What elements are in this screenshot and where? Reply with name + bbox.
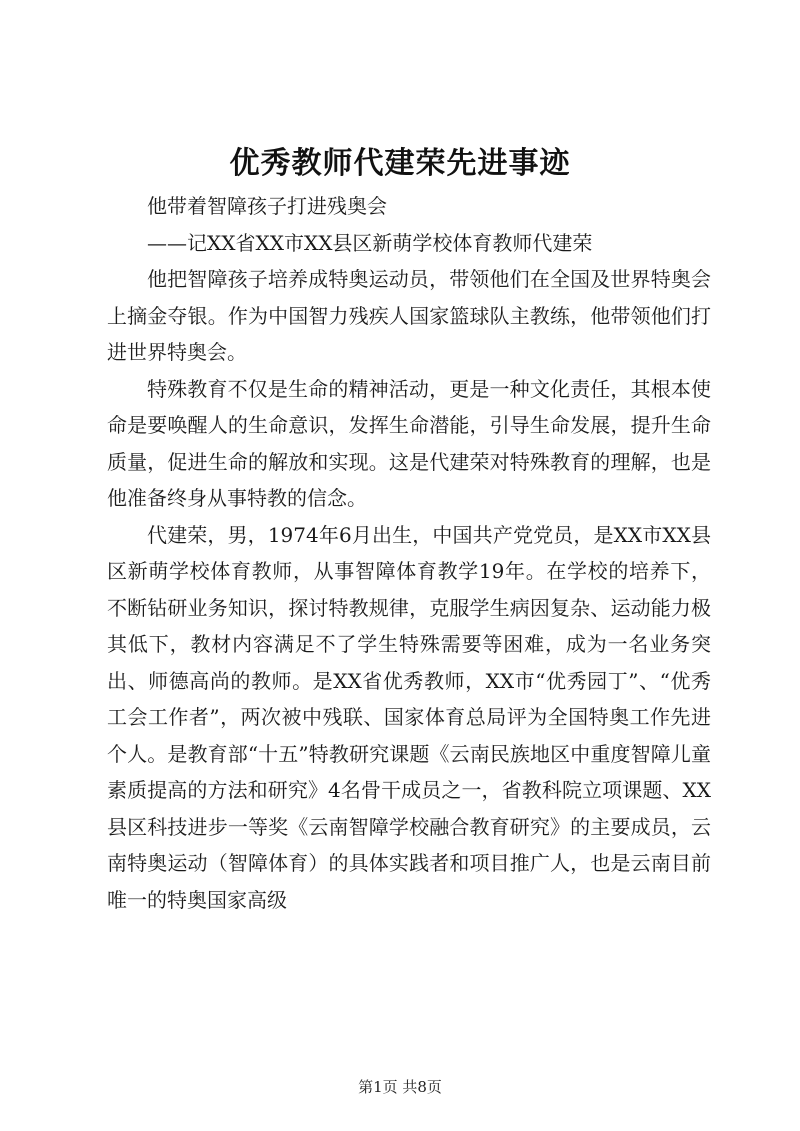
paragraph: 代建荣，男，1974年6月出生，中国共产党党员，是XX市XX县区新萌学校体育教师，从事智障体育教学19年。在学校的培养下，不断钻研业务知识，探讨特教规律，克服学生病因复杂、运动能力极其低下，教材内容满足不了学生特殊需要等困难，成为一名业务突出、师德高尚的教师。是XX省优秀教师，XX市“优秀园丁”、“优秀工会工作者”，两次被中残联、国家体育总局评为全国特奥工作先进个人。是教育部“十五”特教研究课题《云南民族地区中重度智障儿童素质提高的方法和研究》4名骨干成员之一，省教科院立项课题、XX县区科技进步一等奖《云南智障学校融合教育研究》的主要成员，云南特奥运动（智障体育）的具体实践者和项目推广人，也是云南目前唯一的特奥国家高级 — [107, 522, 711, 912]
page-title: 优秀教师代建荣先进事迹 — [229, 146, 571, 181]
article-body — [107, 188, 711, 918]
subtitle: 他带着智障孩子打进残奥会 — [147, 194, 387, 218]
byline: ——记XX省XX市XX县区新萌学校体育教师代建荣 — [147, 230, 593, 255]
page-number-footer: 第1页 共8页 — [358, 1078, 442, 1096]
paragraph: 他把智障孩子培养成特奥运动员，带领他们在全国及世界特奥会上摘金夺银。作为中国智力残疾人国家篮球队主教练，他带领他们打进世界特奥会。 — [107, 267, 711, 364]
paragraph: 特殊教育不仅是生命的精神活动，更是一种文化责任，其根本使命是要唤醒人的生命意识，发挥生命潜能，引导生命发展，提升生命质量，促进生命的解放和实现。这是代建荣对特殊教育的理解，也是他准备终身从事特教的信念。 — [107, 376, 711, 510]
